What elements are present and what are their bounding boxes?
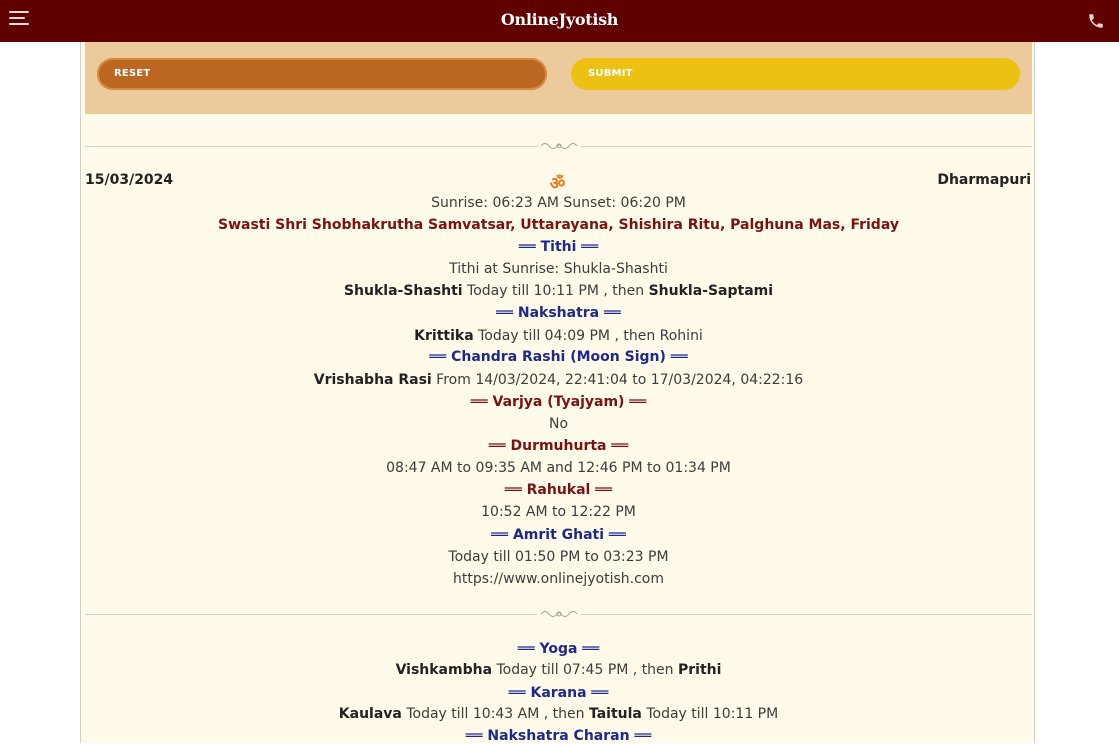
top-navbar (0, 0, 1119, 42)
sun-times: Sunrise: 06:23 AM Sunset: 06:20 PM (431, 195, 686, 211)
amrit-value: Today till 01:50 PM to 03:23 PM (448, 549, 669, 565)
website-link[interactable]: https://www.onlinejyotish.com (452, 571, 665, 587)
karana-next: Taitula (588, 706, 642, 722)
tithi-at-sunrise: Tithi at Sunrise: Shukla-Shashti (449, 261, 668, 277)
karana-time: Today till 10:43 AM , then (401, 706, 589, 722)
form-actions (85, 42, 1032, 114)
karana-heading: ══ Karana ══ (508, 685, 609, 701)
yoga-next: Prithi (678, 662, 722, 678)
rashi-time: From 14/03/2024, 22:41:04 to 17/03/2024, 04:22:16 (431, 372, 804, 388)
ornament-icon (537, 139, 581, 153)
samvatsar-line: Swasti Shri Shobhakrutha Samvatsar, Uttarayana, Shishira Ritu, Palghuna Mas, Friday (218, 217, 899, 233)
tithi-detail (85, 283, 1032, 299)
nakshatra-time: Today till 04:09 PM , then Rohini (473, 328, 703, 344)
yoga-time: Today till 07:45 PM , then (492, 662, 678, 678)
tithi-name: Shukla-Shashti (343, 283, 463, 299)
yoga-name: Vishkambha (395, 662, 493, 678)
durmuhurta-heading: ══ Durmuhurta ══ (488, 438, 629, 454)
section-divider (85, 139, 1032, 153)
durmuhurta-value: 08:47 AM to 09:35 AM and 12:46 PM to 01:34 PM (386, 460, 731, 476)
ornament-icon (537, 607, 581, 621)
nakshatra-detail (85, 328, 1032, 344)
rahukal-value: 10:52 AM to 12:22 PM (481, 504, 636, 520)
panchang-date: 15/03/2024 (85, 172, 174, 188)
tithi-heading: ══ Tithi ══ (518, 239, 599, 255)
panchang-panel (80, 42, 1035, 743)
site-brand[interactable]: OnlineJyotish (500, 10, 619, 29)
submit-button[interactable]: SUBMIT (571, 58, 1020, 90)
rahukal-heading: ══ Rahukal ══ (504, 482, 613, 498)
tithi-time: Today till 10:11 PM , then (462, 283, 649, 299)
karana-next-time: Today till 10:11 PM (641, 706, 779, 722)
yoga-heading: ══ Yoga ══ (517, 641, 600, 657)
karana-detail (85, 706, 1032, 722)
rashi-name: Vrishabha Rasi (313, 372, 432, 388)
karana-name: Kaulava (338, 706, 402, 722)
phone-icon[interactable] (1087, 12, 1105, 30)
amrit-heading: ══ Amrit Ghati ══ (491, 527, 626, 543)
nakshatra-name: Krittika (414, 328, 474, 344)
nakshatra-heading: ══ Nakshatra ══ (496, 305, 621, 321)
nakshatra-charan-heading: ══ Nakshatra Charan ══ (465, 728, 652, 744)
om-symbol: ॐ (549, 174, 566, 194)
varjya-value: No (548, 416, 569, 432)
reset-button[interactable]: RESET (97, 58, 547, 90)
section-divider (85, 607, 1032, 621)
rashi-detail (85, 372, 1032, 388)
varjya-heading: ══ Varjya (Tyajyam) ══ (470, 394, 647, 410)
rashi-heading: ══ Chandra Rashi (Moon Sign) ══ (429, 349, 688, 365)
tithi-next: Shukla-Saptami (648, 283, 774, 299)
yoga-detail (85, 662, 1032, 678)
panchang-place: Dharmapuri (937, 172, 1031, 188)
